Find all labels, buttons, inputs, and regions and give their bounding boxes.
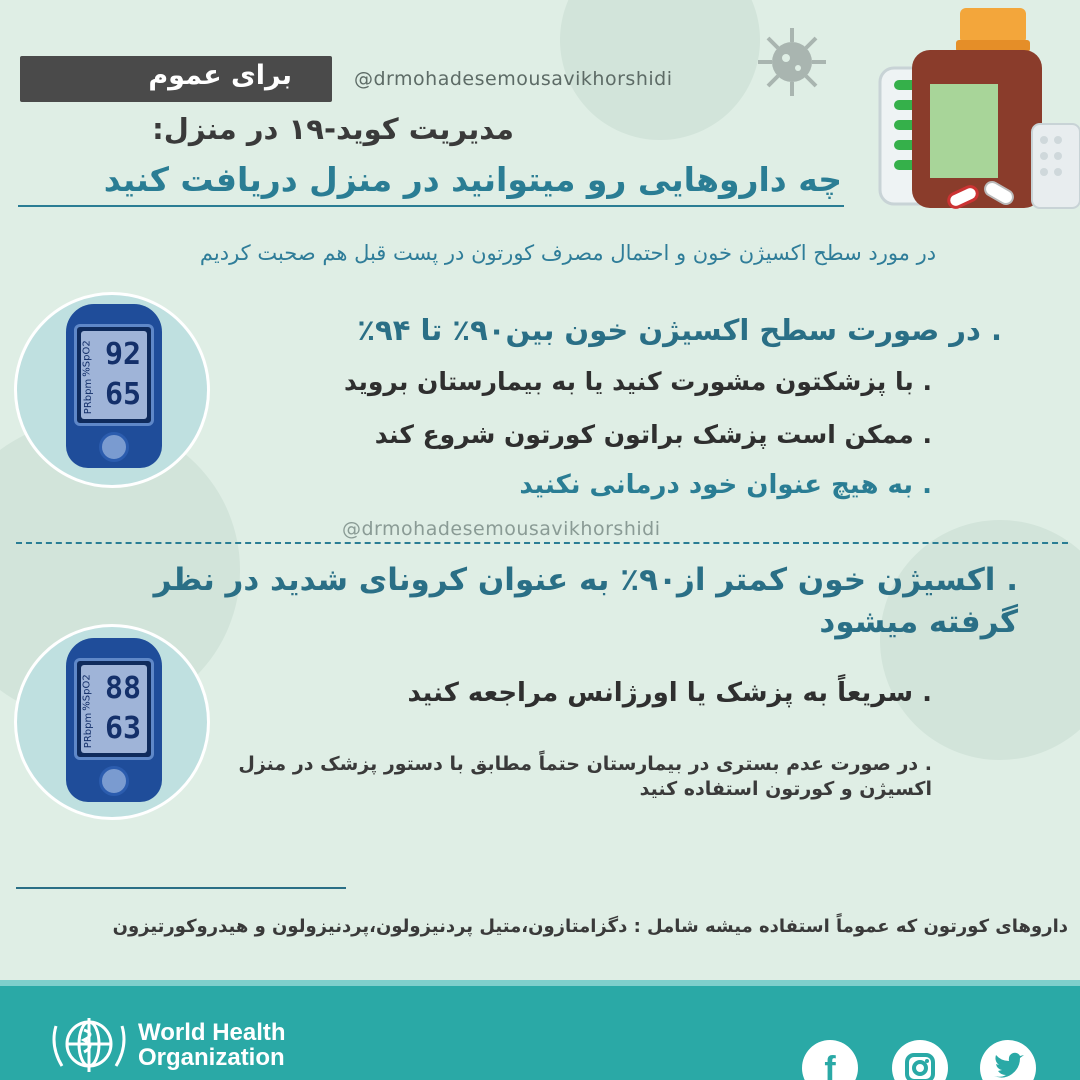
pulse-reading: 65: [105, 377, 142, 412]
section-divider: [16, 542, 1068, 544]
pulse-reading: 63: [105, 711, 142, 746]
twitter-icon[interactable]: [980, 1040, 1036, 1080]
instagram-glyph: [892, 1040, 948, 1080]
oximeter-screen: [74, 324, 154, 426]
pulse-oximeter-icon: [66, 638, 162, 802]
spo2-reading: 92: [105, 337, 142, 372]
watermark-handle: @drmohadesemousavikhorshidi: [342, 518, 661, 540]
oximeter-power-button-icon: [99, 766, 129, 796]
oxygen-below-90-heading: . اکسیژن خون کمتر از۹۰٪ به عنوان کرونای شدید در نظر گرفته میشود: [153, 562, 1018, 640]
list-item: . ممکن است پزشک براتون کورتون شروع کند: [374, 420, 932, 449]
pulse-unit-label: PRbpm: [83, 378, 95, 415]
instagram-icon[interactable]: [892, 1040, 948, 1080]
who-logo-icon: [48, 1012, 130, 1076]
oximeter-power-button-icon: [99, 432, 129, 462]
facebook-icon[interactable]: f: [802, 1040, 858, 1080]
list-item: . در صورت عدم بستری در بیمارستان حتماً مطابق با دستور پزشک در منزل اکسیژن و کورتون استفاده کنید: [238, 753, 932, 800]
medicine-bottle-and-pills-icon: [872, 4, 1080, 214]
virus-icon: [752, 22, 832, 102]
who-name-line1: World Health: [138, 1019, 286, 1046]
spo2-unit-label: %SpO2: [81, 674, 93, 711]
list-item: . با پزشکتون مشورت کنید یا به بیمارستان بروید: [344, 367, 932, 396]
audience-badge: [20, 56, 332, 102]
footnote-divider: [16, 887, 346, 889]
oximeter-screen: [74, 658, 154, 760]
footnote-text: داروهای کورتون که عموماً استفاده میشه شامل : دگزامتازون،متیل پردنیزولون،پردنیزولون و هیدروکورتیزون: [112, 916, 1068, 937]
spo2-unit-label: %SpO2: [81, 340, 93, 377]
page-title-line2: چه داروهایی رو میتوانید در منزل دریافت کنید: [103, 160, 842, 199]
list-item: . به هیچ عنوان خود درمانی نکنید: [519, 470, 932, 500]
oximeter-lcd: [81, 331, 147, 419]
pulse-oximeter-icon: [66, 304, 162, 468]
who-name-line2: Organization: [138, 1044, 285, 1072]
oxygen-range-90-94-heading: . در صورت سطح اکسیژن خون بین۹۰٪ تا ۹۴٪: [357, 313, 1002, 347]
page-title-line1: مدیریت کوید-۱۹ در منزل:: [152, 112, 514, 146]
who-organization-name: [138, 1020, 286, 1070]
spo2-reading: 88: [105, 671, 142, 706]
oximeter-lcd: [81, 665, 147, 753]
audience-badge-label: برای عموم: [148, 60, 292, 91]
author-handle: @drmohadesemousavikhorshidi: [354, 68, 673, 90]
twitter-glyph: [980, 1040, 1036, 1080]
pulse-unit-label: PRbpm: [83, 712, 95, 749]
title-underline: [18, 205, 844, 207]
intro-text: در مورد سطح اکسیژن خون و احتمال مصرف کورتون در پست قبل هم صحبت کردیم: [199, 241, 937, 265]
list-item: . سریعاً به پزشک یا اورژانس مراجعه کنید: [407, 678, 932, 708]
